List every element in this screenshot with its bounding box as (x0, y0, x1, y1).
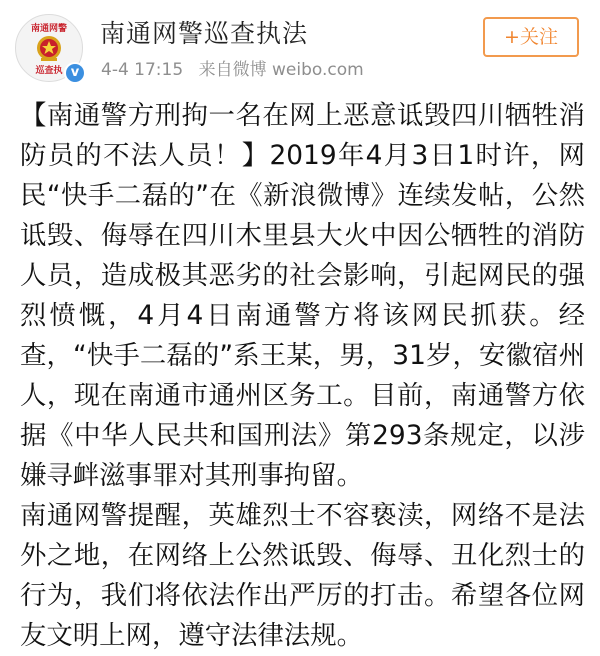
post-time[interactable]: 4-4 17:15 (101, 60, 184, 80)
verified-mark: v (66, 64, 84, 82)
verified-icon (64, 62, 86, 84)
avatar-text-bottom: 巡查执 (35, 66, 63, 76)
account-name[interactable]: 南通网警巡查执法 (100, 19, 309, 48)
post-paragraph: 南通网警提醒，英雄烈士不容亵渎，网络不是法外之地，在网络上公然诋毁、侮辱、丑化烈士的行为，我们将依法作出严厉的打击。希望各位网友文明上网，遵守法律法规。 (20, 500, 585, 651)
post-source: 来自微博 weibo.com (198, 60, 364, 80)
post-meta (101, 55, 374, 80)
post-header (0, 0, 600, 92)
post-paragraph: 【南通警方刑拘一名在网上恶意诋毁四川牺牲消防员的不法人员！】2019年4月3日1时许，网民“快手二磊的”在《新浪微博》连续发帖，公然诋毁、侮辱在四川木里县大火中因公牺牲的消防人员，造成极其恶劣的社会影响，引起网民的强烈愤慨，4月4日南通警方将该网民抓获。经查，“快手二磊的”系王某，男，31岁，安徽宿州人，现在南通市通州区务工。目前，南通警方依据《中华人民共和国刑法》第293条规定，以涉嫌寻衅滋事罪对其刑事拘留。 (20, 100, 585, 491)
post-body (20, 96, 585, 656)
follow-button[interactable]: +关注 (483, 17, 579, 57)
avatar-text-top: 南通网警 (30, 24, 68, 34)
